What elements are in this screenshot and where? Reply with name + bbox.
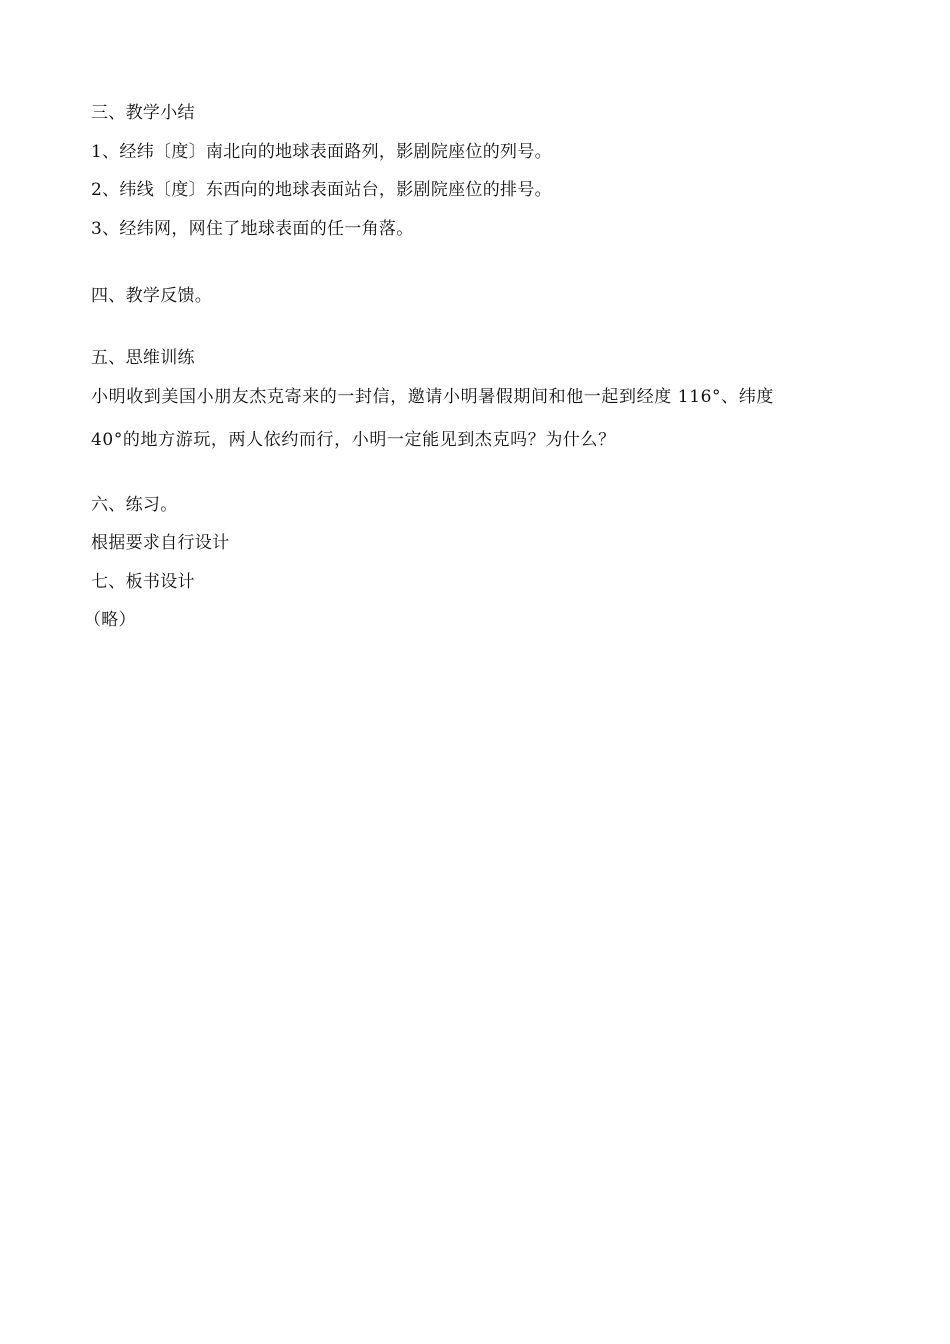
summary-item-1: 1、经纬〔度〕南北向的地球表面路列，影剧院座位的列号。 — [91, 142, 552, 162]
summary-item-3: 3、经纬网，网住了地球表面的任一角落。 — [91, 219, 414, 239]
summary-item-2: 2、纬线〔度〕东西向的地球表面站台，影剧院座位的排号。 — [91, 180, 552, 200]
thinking-line-2: 40°的地方游玩，两人依约而行，小明一定能见到杰克吗？为什么？ — [91, 430, 616, 450]
board-heading: 七、板书设计 — [91, 572, 195, 592]
board-text: （略） — [84, 610, 136, 630]
thinking-line-1: 小明收到美国小朋友杰克寄来的一封信，邀请小明暑假期间和他一起到经度 116°、纬度 — [91, 387, 774, 407]
summary-heading: 三、教学小结 — [91, 103, 195, 123]
feedback-heading: 四、教学反馈。 — [91, 286, 213, 306]
exercise-heading: 六、练习。 — [91, 495, 178, 515]
thinking-heading: 五、思维训练 — [91, 348, 195, 368]
exercise-text: 根据要求自行设计 — [91, 533, 230, 553]
